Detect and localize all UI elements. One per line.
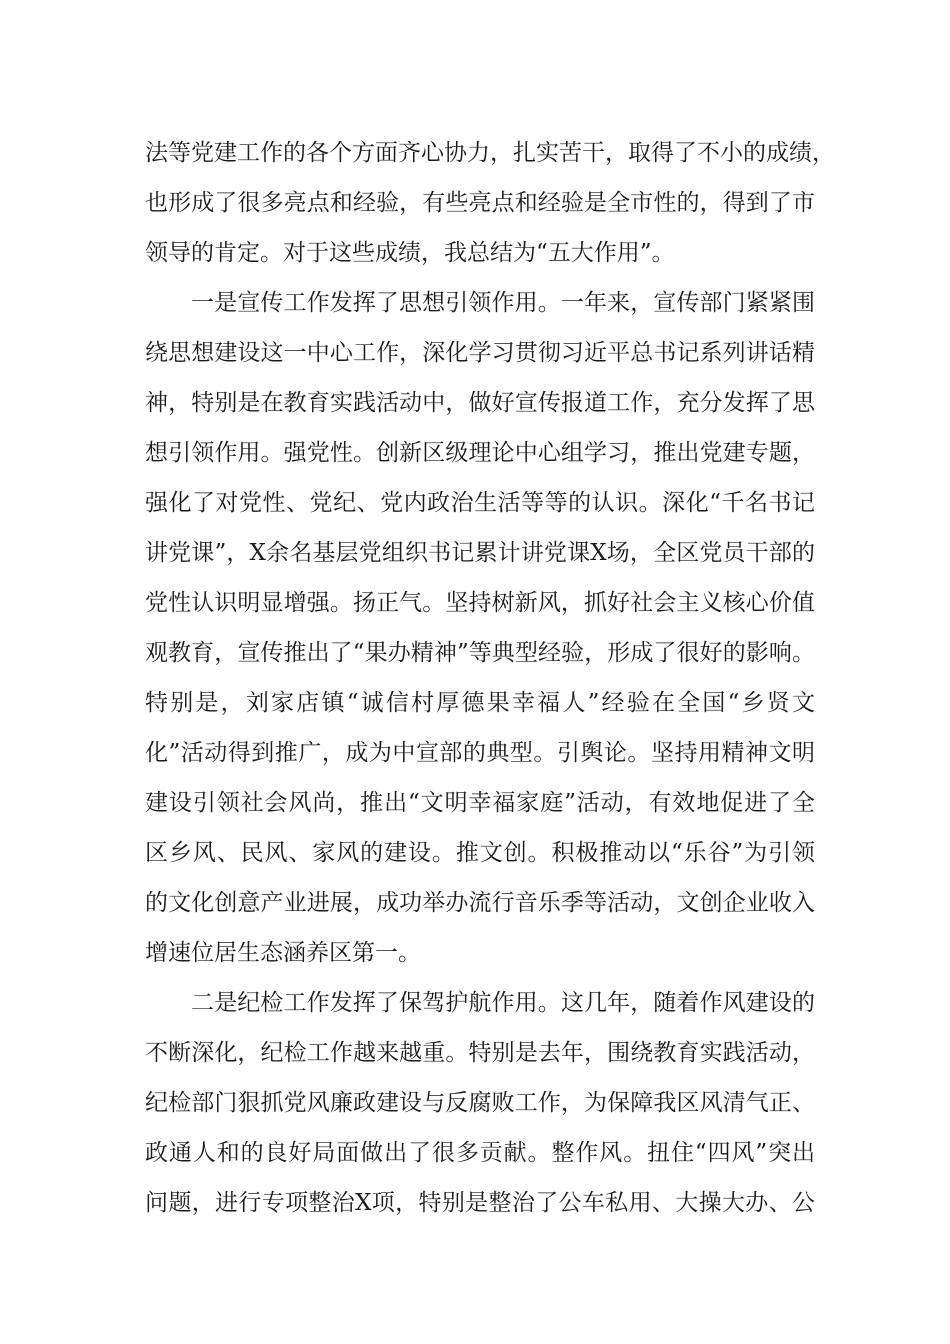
text-line: 的文化创意产业进展，成功举办流行音乐季等活动，文创企业收入 bbox=[145, 890, 815, 916]
text-line: 法等党建工作的各个方面齐心协力，扎实苦干，取得了不小的成绩， bbox=[145, 140, 835, 166]
text-line: 不断深化，纪检工作越来越重。特别是去年，围绕教育实践活动， bbox=[145, 1040, 815, 1066]
text-line: 纪检部门狠抓党风廉政建设与反腐败工作，为保障我区风清气正、 bbox=[145, 1090, 815, 1116]
paragraph-start-line: 二是纪检工作发挥了保驾护航作用。这几年，随着作风建设的 bbox=[191, 990, 815, 1016]
text-line: 问题，进行专项整治X项，特别是整治了公车私用、大操大办、公 bbox=[145, 1190, 815, 1216]
text-line: 建设引领社会风尚，推出“文明幸福家庭”活动，有效地促进了全 bbox=[145, 790, 815, 816]
text-line: 政通人和的良好局面做出了很多贡献。整作风。扭住“四风”突出 bbox=[145, 1140, 815, 1166]
text-line: 化”活动得到推广，成为中宣部的典型。引舆论。坚持用精神文明 bbox=[145, 740, 815, 766]
text-line: 特别是，刘家店镇“诚信村厚德果幸福人”经验在全国“乡贤文 bbox=[145, 690, 815, 716]
text-line: 观教育，宣传推出了“果办精神”等典型经验，形成了很好的影响。 bbox=[145, 640, 815, 666]
text-line: 讲党课”，X余名基层党组织书记累计讲党课X场，全区党员干部的 bbox=[145, 540, 815, 566]
text-line: 强化了对党性、党纪、党内政治生活等等的认识。深化“千名书记 bbox=[145, 490, 815, 516]
text-line: 神，特别是在教育实践活动中，做好宣传报道工作，充分发挥了思 bbox=[145, 390, 815, 416]
text-line: 区乡风、民风、家风的建设。推文创。积极推动以“乐谷”为引领 bbox=[145, 840, 815, 866]
text-line: 增速位居生态涵养区第一。 bbox=[145, 940, 421, 966]
body-text bbox=[145, 128, 835, 1228]
text-line: 想引领作用。强党性。创新区级理论中心组学习，推出党建专题， bbox=[145, 440, 815, 466]
text-line: 党性认识明显增强。扬正气。坚持树新风，抓好社会主义核心价值 bbox=[145, 590, 815, 616]
text-line: 绕思想建设这一中心工作，深化学习贯彻习近平总书记系列讲话精 bbox=[145, 340, 815, 366]
paragraph-start-line: 一是宣传工作发挥了思想引领作用。一年来，宣传部门紧紧围 bbox=[191, 290, 815, 316]
text-line: 领导的肯定。对于这些成绩，我总结为“五大作用”。 bbox=[145, 240, 675, 266]
text-line: 也形成了很多亮点和经验，有些亮点和经验是全市性的，得到了市 bbox=[145, 190, 815, 216]
